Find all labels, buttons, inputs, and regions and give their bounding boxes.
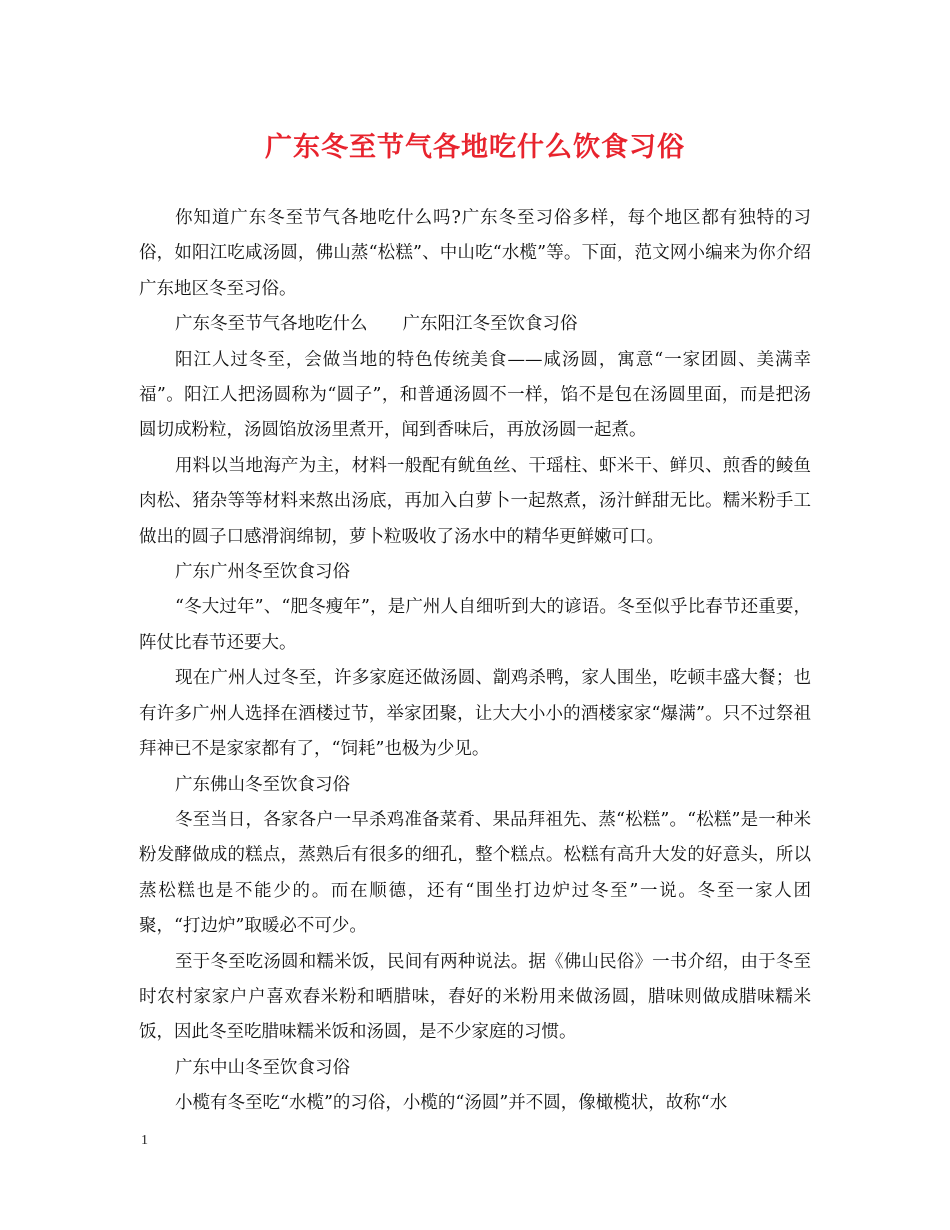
paragraph-yangjiang-1: 阳江人过冬至，会做当地的特色传统美食——咸汤圆，寓意“一家团圆、美满幸福”。阳江人把汤圆称为“圆子”，和普通汤圆不一样，馅不是包在汤圆里面，而是把汤圆切成粉粒，汤圆馅放汤里煮开，闻到香味后，再放汤圆一起煮。 bbox=[139, 349, 811, 441]
paragraph-yangjiang-2: 用料以当地海产为主，材料一般配有鱿鱼丝、干瑶柱、虾米干、鲜贝、煎香的鲮鱼肉松、猪杂等等材料来熬出汤底，再加入白萝卜一起熬煮，汤汁鲜甜无比。糯米粉手工做出的圆子口感滑润绵韧，萝卜粒吸收了汤水中的精华更鲜嫩可口。 bbox=[139, 455, 811, 547]
paragraph-zhongshan-1: 小榄有冬至吃“水榄”的习俗，小榄的“汤圆”并不圆，像橄榄状，故称“水 bbox=[175, 1093, 728, 1114]
section-heading-foshan: 广东佛山冬至饮食习俗 bbox=[175, 774, 350, 795]
intro-paragraph: 你知道广东冬至节气各地吃什么吗?广东冬至习俗多样，每个地区都有独特的习俗，如阳江吃咸汤圆，佛山蒸“松糕”、中山吃“水榄”等。下面，范文网小编来为你介绍广东地区冬至习俗。 bbox=[139, 208, 811, 299]
document-body bbox=[139, 201, 811, 1122]
paragraph-guangzhou-2: 现在广州人过冬至，许多家庭还做汤圆、劏鸡杀鸭，家人围坐，吃顿丰盛大餐；也有许多广州人选择在酒楼过节，举家团聚，让大大小小的酒楼家家“爆满”。只不过祭祖拜神已不是家家都有了，“饲耗”也极为少见。 bbox=[139, 668, 811, 760]
paragraph-foshan-1: 冬至当日，各家各户一早杀鸡准备菜肴、果品拜祖先、蒸“松糕”。“松糕”是一种米粉发酵做成的糕点，蒸熟后有很多的细孔，整个糕点。松糕有高升大发的好意头，所以蒸松糕也是不能少的。而在顺德，还有“围坐打边炉过冬至”一说。冬至一家人团聚，“打边炉”取暖必不可少。 bbox=[139, 809, 811, 937]
page-number: 1 bbox=[141, 1133, 148, 1148]
section-heading-zhongshan: 广东中山冬至饮食习俗 bbox=[175, 1057, 350, 1078]
paragraph-guangzhou-1: “冬大过年”、“肥冬瘦年”，是广州人自细听到大的谚语。冬至似乎比春节还重要，阵仗比春节还要大。 bbox=[139, 597, 811, 653]
section-heading-guangzhou: 广东广州冬至饮食习俗 bbox=[175, 562, 350, 583]
paragraph-foshan-2: 至于冬至吃汤圆和糯米饭，民间有两种说法。据《佛山民俗》一书介绍，由于冬至时农村家家户户喜欢舂米粉和晒腊味，舂好的米粉用来做汤圆，腊味则做成腊味糯米饭，因此冬至吃腊味糯米饭和汤圆，是不少家庭的习惯。 bbox=[139, 951, 811, 1043]
document-title: 广东冬至节气各地吃什么饮食习俗 bbox=[265, 132, 685, 163]
section-heading-yangjiang: 广东冬至节气各地吃什么 广东阳江冬至饮食习俗 bbox=[175, 314, 578, 335]
